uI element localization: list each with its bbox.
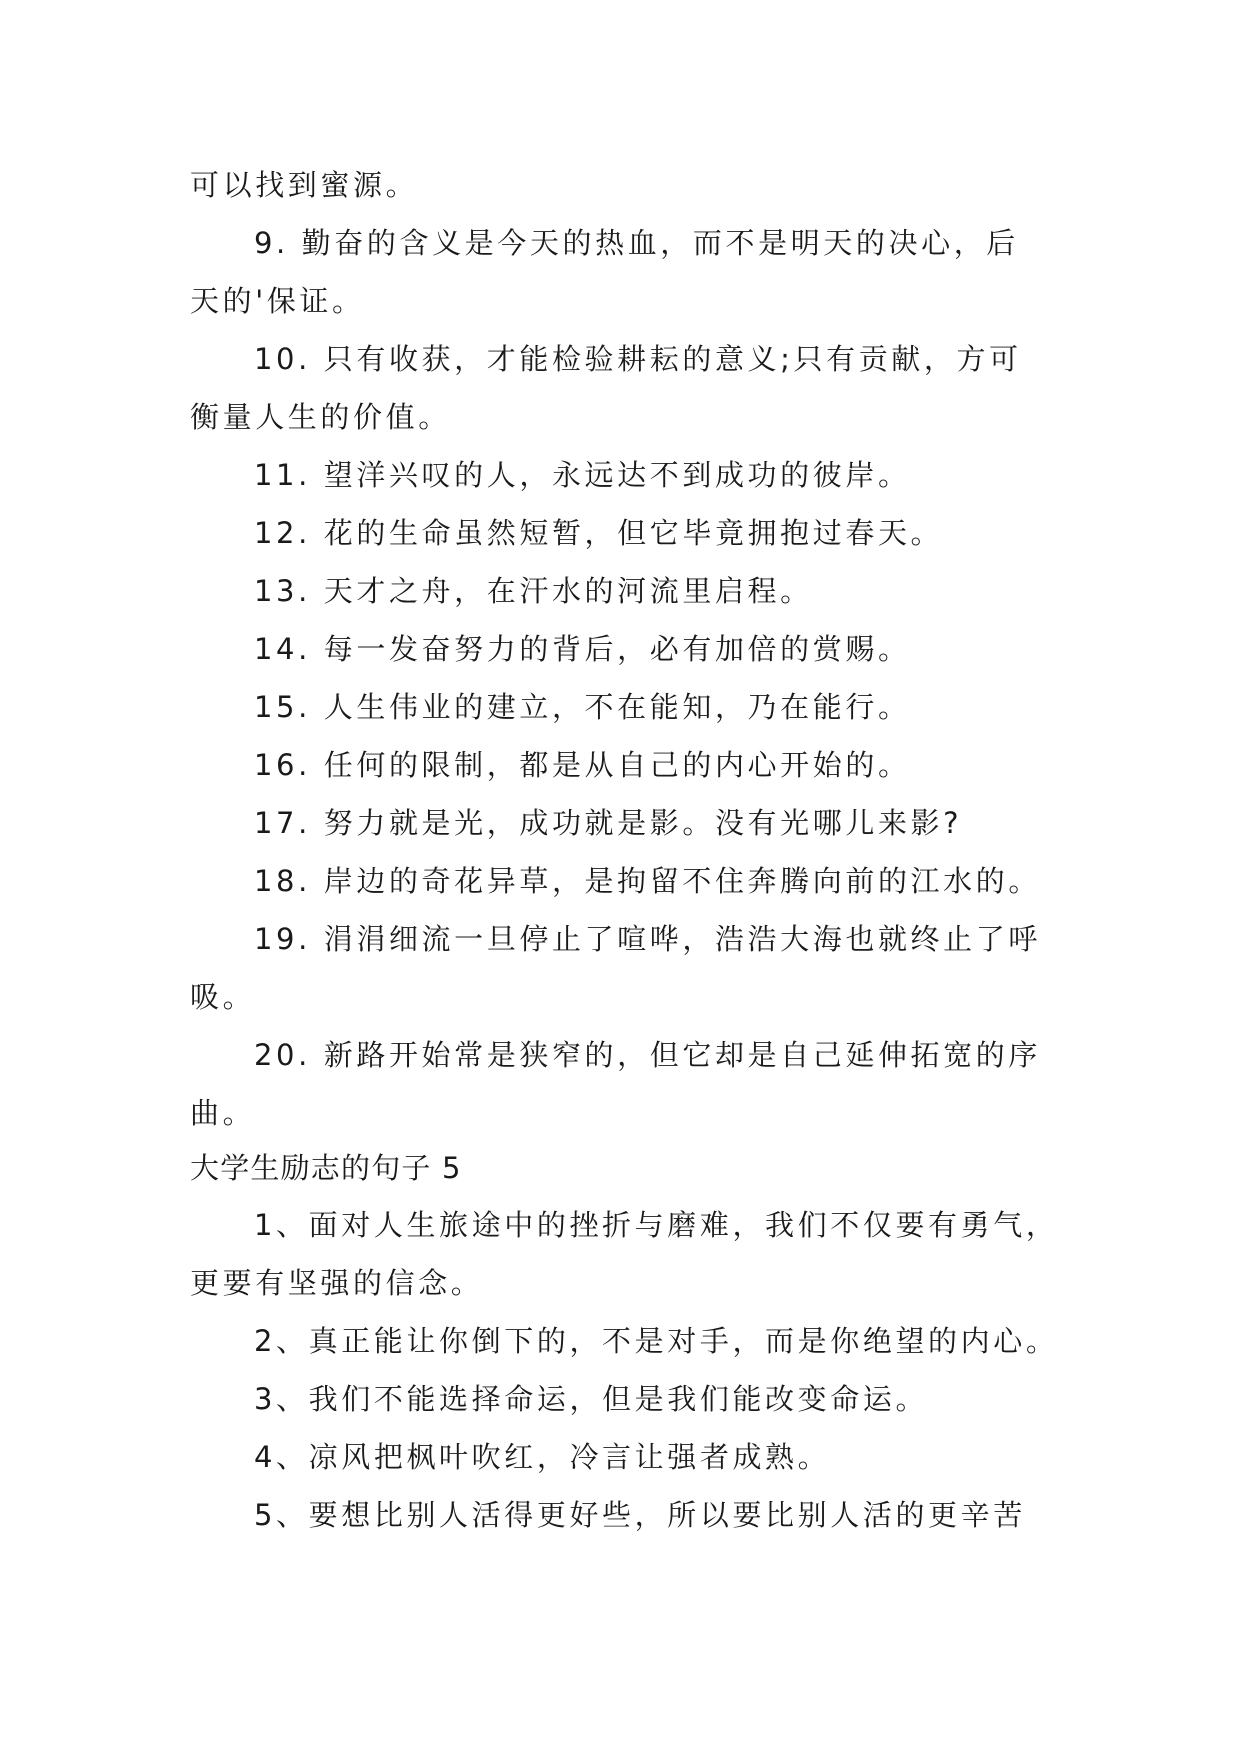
section-heading: 大学生励志的句子 5 bbox=[190, 1151, 462, 1185]
text-line: 可以找到蜜源。 bbox=[190, 168, 419, 202]
list-item-5: 5、要想比别人活得更好些，所以要比别人活的更辛苦 bbox=[254, 1498, 1026, 1532]
text-line: 衡量人生的价值。 bbox=[190, 400, 451, 434]
text-line: 更要有坚强的信念。 bbox=[190, 1266, 484, 1300]
list-item-17: 17. 努力就是光，成功就是影。没有光哪儿来影? bbox=[254, 806, 963, 840]
text-line: 天的'保证。 bbox=[190, 284, 365, 318]
list-item-3: 3、我们不能选择命运，但是我们能改变命运。 bbox=[254, 1382, 929, 1416]
list-item-16: 16. 任何的限制，都是从自己的内心开始的。 bbox=[254, 748, 911, 782]
text-line: 吸。 bbox=[190, 980, 256, 1014]
list-item-11: 11. 望洋兴叹的人，永远达不到成功的彼岸。 bbox=[254, 458, 911, 492]
list-item-18: 18. 岸边的奇花异草，是拘留不住奔腾向前的江水的。 bbox=[254, 864, 1041, 898]
list-item-2: 2、真正能让你倒下的，不是对手，而是你绝望的内心。 bbox=[254, 1324, 1059, 1358]
list-item-15: 15. 人生伟业的建立，不在能知，乃在能行。 bbox=[254, 690, 911, 724]
list-item-20: 20. 新路开始常是狭窄的，但它却是自己延伸拓宽的序 bbox=[254, 1038, 1041, 1072]
list-item-1: 1、面对人生旅途中的挫折与磨难，我们不仅要有勇气， bbox=[254, 1208, 1059, 1242]
list-item-10: 10. 只有收获，才能检验耕耘的意义;只有贡献，方可 bbox=[254, 342, 1022, 376]
list-item-12: 12. 花的生命虽然短暂，但它毕竟拥抱过春天。 bbox=[254, 516, 944, 550]
list-item-9: 9. 勤奋的含义是今天的热血，而不是明天的决心，后 bbox=[254, 226, 1019, 260]
text-line: 曲。 bbox=[190, 1096, 256, 1130]
list-item-4: 4、凉风把枫叶吹红，冷言让强者成熟。 bbox=[254, 1440, 831, 1474]
list-item-19: 19. 涓涓细流一旦停止了喧哗，浩浩大海也就终止了呼 bbox=[254, 922, 1041, 956]
list-item-14: 14. 每一发奋努力的背后，必有加倍的赏赐。 bbox=[254, 632, 911, 666]
list-item-13: 13. 天才之舟，在汗水的河流里启程。 bbox=[254, 574, 813, 608]
